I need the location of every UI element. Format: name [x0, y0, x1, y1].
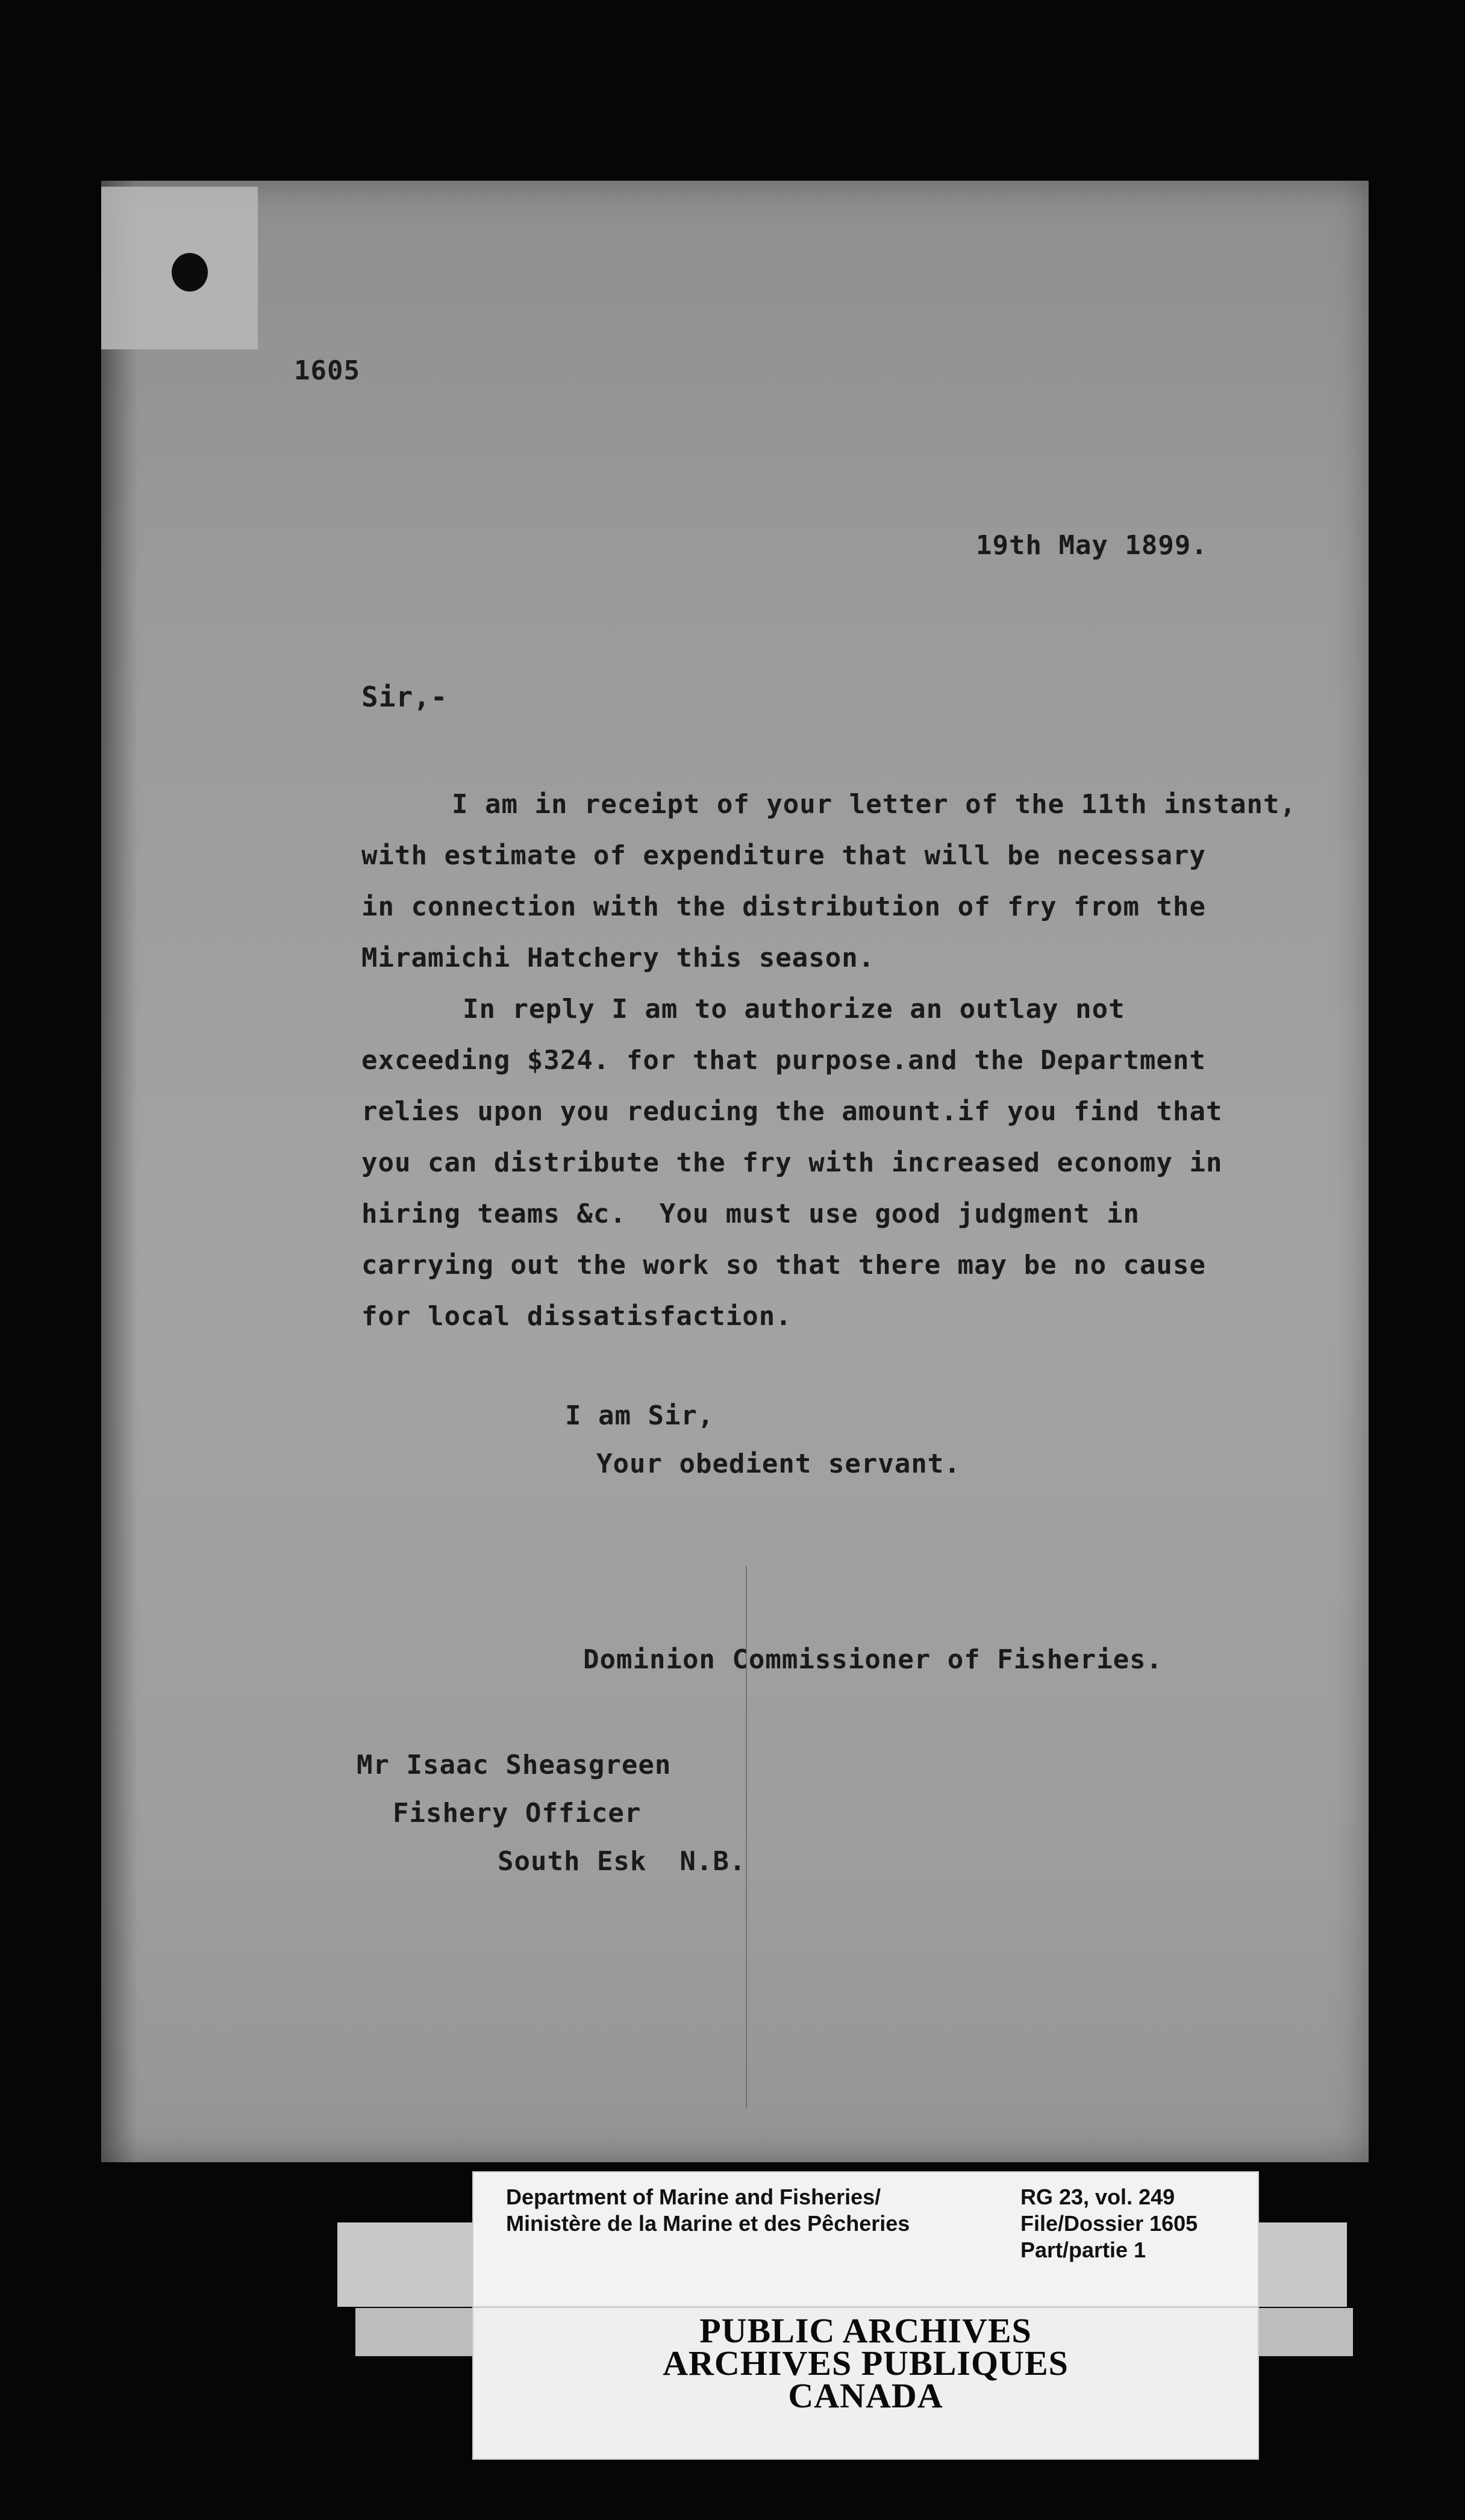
stamp-line-archives-publiques: ARCHIVES PUBLIQUES: [663, 2344, 1069, 2383]
addressee-place: South Esk N.B.: [498, 1846, 746, 1877]
body-line-10: carrying out the work so that there may be no cause: [361, 1250, 1207, 1280]
closing-line-1: I am Sir,: [565, 1400, 714, 1431]
archive-label: [472, 2171, 1259, 2307]
label-holder-right: [1257, 2222, 1347, 2307]
body-line-11: for local dissatisfaction.: [361, 1301, 792, 1332]
body-line-2: with estimate of expenditure that will be necessary: [361, 840, 1207, 871]
archive-stamp: [472, 2307, 1259, 2460]
body-line-7: relies upon you reducing the amount.if you find that: [361, 1096, 1223, 1127]
file-dossier: File/Dossier 1605: [1020, 2211, 1198, 2236]
label-holder-left: [337, 2222, 472, 2307]
addressee-title: Fishery Officer: [393, 1798, 642, 1829]
salutation: Sir,-: [361, 681, 448, 713]
sheet-shadow-edge: [101, 181, 137, 2162]
addressee-name: Mr Isaac Sheasgreen: [357, 1750, 672, 1780]
body-line-9: hiring teams &c. You must use good judgment in: [361, 1199, 1140, 1229]
stamp-line-canada: CANADA: [788, 2376, 943, 2415]
department-french: Ministère de la Marine et des Pêcheries: [506, 2211, 910, 2236]
department-english: Department of Marine and Fisheries/: [506, 2185, 881, 2209]
body-line-4: Miramichi Hatchery this season.: [361, 943, 875, 973]
letter-date: 19th May 1899.: [976, 530, 1208, 561]
signature-line: Dominion Commissioner of Fisheries.: [583, 1644, 1163, 1675]
record-group-reference: RG 23, vol. 249: [1020, 2185, 1175, 2209]
stamp-holder-left: [355, 2308, 472, 2356]
body-line-3: in connection with the distribution of fry from the: [361, 891, 1207, 922]
part-partie: Part/partie 1: [1020, 2238, 1146, 2262]
stamp-holder-right: [1257, 2308, 1353, 2356]
punch-hole-icon: [172, 253, 208, 292]
closing-line-2: Your obedient servant.: [596, 1449, 961, 1479]
body-line-5: In reply I am to authorize an outlay not: [463, 994, 1125, 1025]
body-line-6: exceeding $324. for that purpose.and the Department: [361, 1045, 1207, 1076]
body-line-8: you can distribute the fry with increased economy in: [361, 1147, 1223, 1178]
file-number: 1605: [294, 355, 360, 386]
stamp-line-public-archives: PUBLIC ARCHIVES: [699, 2311, 1032, 2350]
body-line-1: I am in receipt of your letter of the 11th instant,: [452, 789, 1297, 820]
